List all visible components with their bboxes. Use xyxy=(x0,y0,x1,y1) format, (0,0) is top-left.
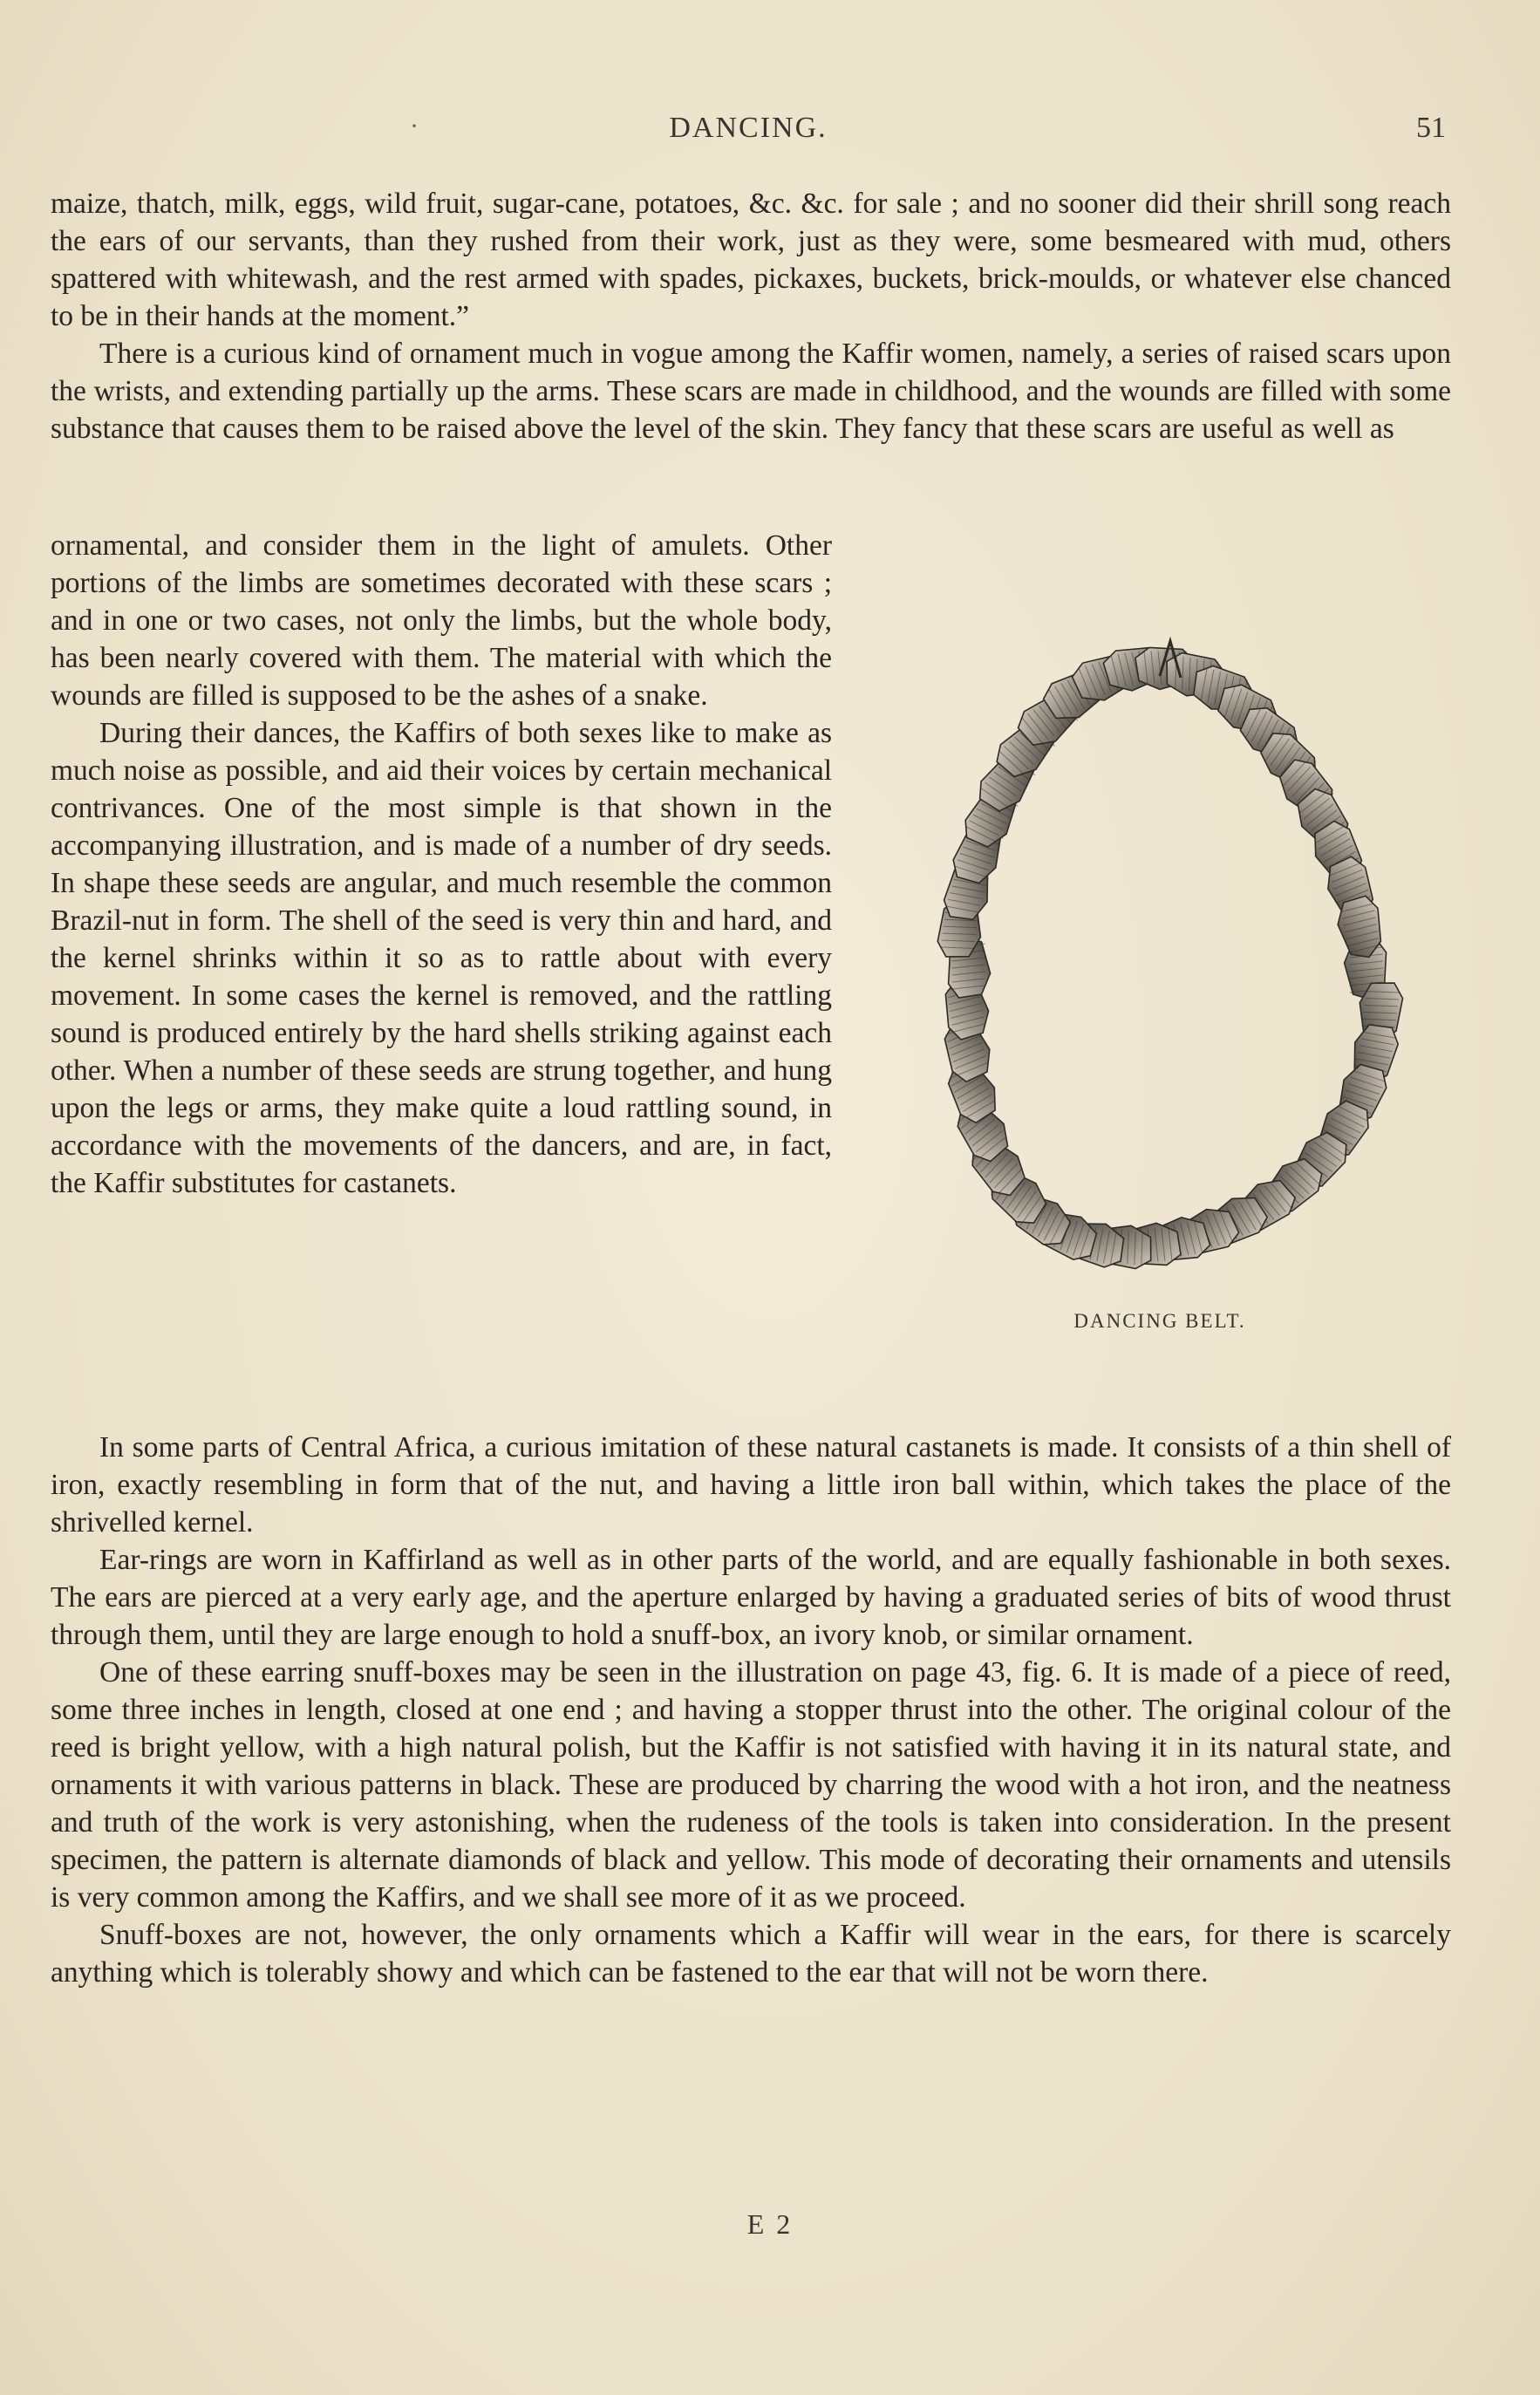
figure-caption: DANCING BELT. xyxy=(1073,1310,1246,1332)
body-text-bottom xyxy=(51,1429,1451,1991)
paragraph: There is a curious kind of ornament much in vogue among the Kaffir women, namely, a series of raised scars upon the wrists, and extending partially up the arms. These scars are made in childhood, and the wounds are filled with some substance that causes them to be raised above the level of the skin. They fancy that these scars are useful as well as xyxy=(51,338,1451,445)
page-number: 51 xyxy=(1416,112,1446,144)
paragraph: During their dances, the Kaffirs of both sexes like to make as much noise as possible, and aid their voices by certain mechanical contrivances. One of the most simple is that shown in the accompanying illustration, and is made of a number of dry seeds. In shape these seeds are angular, and much resemble the common Brazil-nut in form. The shell of the seed is very thin and hard, and the kernel shrinks within it so as to rattle about with every movement. In some cases the kernel is removed, and the rattling sound is produced entirely by the hard shells striking against each other. When a number of these seeds are strung together, and hung upon the legs or arms, they make quite a loud rattling sound, in accordance with the movements of the dancers, and are, in fact, the Kaffir substitutes for castanets. xyxy=(51,717,832,1199)
paragraph: ornamental, and consider them in the light of amulets. Other portions of the limbs are sometimes decorated with these scars ; and in one or two cases, not only the limbs, but the whole body, has been nearly covered with them. The material with which the wounds are filled is supposed to be the ashes of a snake. xyxy=(51,529,832,712)
paragraph: One of these earring snuff-boxes may be seen in the illustration on page 43, fig. 6. It is made of a piece of reed, some three inches in length, closed at one end ; and having a stopper thrust into the other. The original colour of the reed is bright yellow, with a high natural polish, but the Kaffir is not satisfied with having it in its natural state, and ornaments it with various patterns in black. These are produced by charring the wood with a hot iron, and the neatness and truth of the work is very astonishing, when the rudeness of the tools is taken into consideration. In the present specimen, the pattern is alternate diamonds of black and yellow. This mode of decorating their ornaments and utensils is very common among the Kaffirs, and we shall see more of it as we proceed. xyxy=(51,1656,1451,1914)
body-text-column xyxy=(51,527,832,1202)
running-title: DANCING. xyxy=(669,112,828,144)
body-text-top xyxy=(51,185,1451,447)
paragraph: Ear-rings are worn in Kaffirland as well as in other parts of the world, and are equally fashionable in both sexes. The ears are pierced at a very early age, and the aperture enlarged by having a graduated series of bits of wood thrust through them, until they are large enough to hold a snuff-box, an ivory knob, or similar ornament. xyxy=(51,1544,1451,1651)
dancing-belt-engraving xyxy=(898,624,1421,1304)
signature-mark: E 2 xyxy=(746,2208,794,2240)
paragraph: Snuff-boxes are not, however, the only ornaments which a Kaffir will wear in the ears, for there is scarcely anything which is tolerably showy and which can be fastened to the ear that will not be worn there. xyxy=(51,1919,1451,1989)
paragraph: maize, thatch, milk, eggs, wild fruit, sugar-cane, potatoes, &c. &c. for sale ; and no sooner did their shrill song reach the ears of our servants, than they rushed from their work, just as they were, some besmeared with mud, others spattered with whitewash, and the rest armed with spades, pickaxes, buckets, brick-moulds, or whatever else chanced to be in their hands at the moment.” xyxy=(51,188,1451,332)
paragraph: In some parts of Central Africa, a curious imitation of these natural castanets is made. It consists of a thin shell of iron, exactly resembling in form that of the nut, and having a little iron ball within, which takes the place of the shrivelled kernel. xyxy=(51,1431,1451,1539)
running-header: · DANCING. 51 xyxy=(51,112,1446,155)
dancing-belt-illustration xyxy=(898,624,1421,1304)
